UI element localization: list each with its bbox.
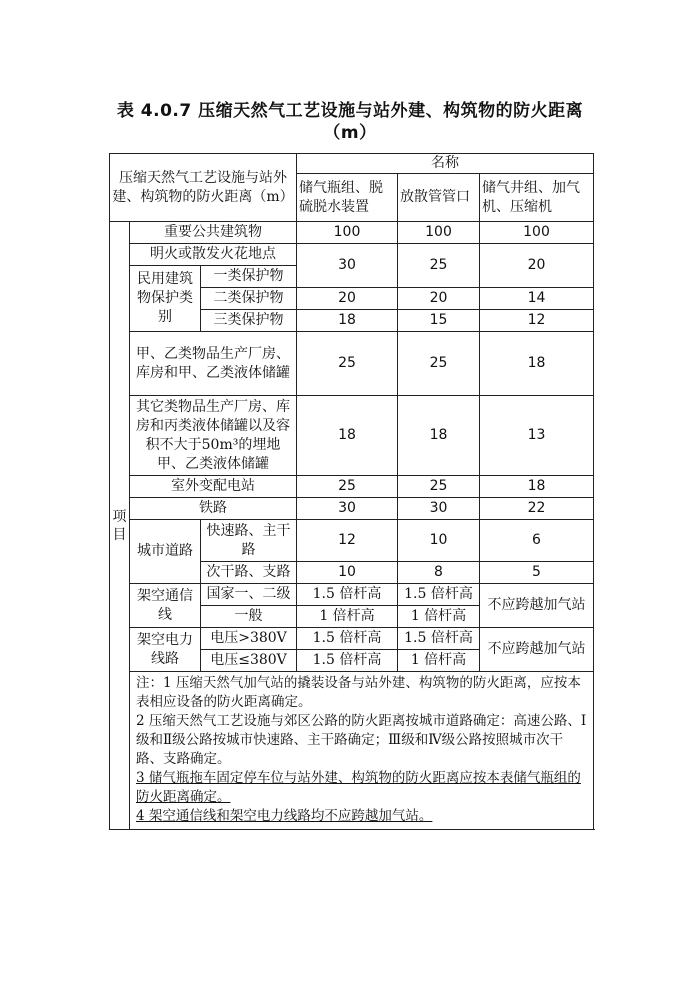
row-label-important-public: 重要公共建筑物: [130, 222, 297, 244]
cell-value: 25: [398, 332, 480, 396]
cell-value: 12: [480, 310, 594, 332]
cell-value: 25: [297, 476, 398, 498]
row-group-civil: 民用建筑物保护类别: [130, 266, 201, 332]
cell-value: 1 倍杆高: [297, 606, 398, 628]
cell-value: 25: [297, 332, 398, 396]
cell-value: 30: [398, 498, 480, 520]
note-1: 注：1 压缩天然气加气站的撬装设备与站外建、构筑物的防火距离，应按本表相应设备的防火距离确定。: [136, 675, 581, 710]
row-label-comm-general: 一般: [201, 606, 297, 628]
cell-value: 5: [480, 562, 594, 584]
row-label-railway: 铁路: [130, 498, 297, 520]
cell-value: 10: [398, 520, 480, 562]
note-3: 3 储气瓶拖车固定停车位与站外建、构筑物的防火距离应按本表储气瓶组的防火距离确定。: [136, 770, 581, 805]
fire-distance-table: [109, 153, 594, 830]
title-line-1: 表 4.0.7 压缩天然气工艺设施与站外建、构筑物的防火距离: [116, 101, 584, 121]
cell-value: 1.5 倍杆高: [297, 628, 398, 650]
cell-value: 12: [297, 520, 398, 562]
title-line-2: （m）: [323, 123, 377, 143]
col-header-bottle-group: 储气瓶组、脱硫脱水装置: [297, 174, 398, 222]
row-label-substation: 室外变配电站: [130, 476, 297, 498]
row-label-comm-national: 国家一、二级: [201, 584, 297, 606]
cell-value: 14: [480, 288, 594, 310]
row-label-power-high: 电压>380V: [201, 628, 297, 650]
cell-value: 22: [480, 498, 594, 520]
cell-value: 18: [297, 396, 398, 476]
cell-value: 1 倍杆高: [398, 650, 480, 672]
row-group-comm: 架空通信线: [130, 584, 201, 628]
cell-value: 18: [480, 332, 594, 396]
cell-value: 18: [398, 396, 480, 476]
cell-value: 100: [297, 222, 398, 244]
row-label-expressway: 快速路、主干路: [201, 520, 297, 562]
table-title: [0, 100, 700, 144]
row-label-secondary: 次干路、支路: [201, 562, 297, 584]
cell-value: 1.5 倍杆高: [398, 628, 480, 650]
cell-value: 15: [398, 310, 480, 332]
row-label-jia-yi: 甲、乙类物品生产厂房、库房和甲、乙类液体储罐: [130, 332, 297, 396]
cell-value: 10: [297, 562, 398, 584]
cell-value: 1.5 倍杆高: [297, 584, 398, 606]
table-notes: [130, 672, 594, 830]
name-header: 名称: [297, 154, 594, 174]
cell-value: 8: [398, 562, 480, 584]
row-label-power-low: 电压≤380V: [201, 650, 297, 672]
cell-value: 不应跨越加气站: [480, 628, 594, 672]
cell-value: 20: [480, 244, 594, 288]
note-2: 2 压缩天然气工艺设施与郊区公路的防火距离按城市道路确定：高速公路、Ⅰ级和Ⅱ级公路按城市快速路、主干路确定；Ⅲ级和Ⅳ级公路按照城市次干路、支路确定。: [136, 713, 587, 767]
col-header-well-group: 储气井组、加气机、压缩机: [480, 174, 594, 222]
row-label-class3: 三类保护物: [201, 310, 297, 332]
row-group-city-road: 城市道路: [130, 520, 201, 584]
cell-value: 100: [480, 222, 594, 244]
cell-value: 25: [398, 244, 480, 288]
cell-value: 不应跨越加气站: [480, 584, 594, 628]
row-label-open-fire: 明火或散发火花地点: [130, 244, 297, 266]
cell-value: 20: [297, 288, 398, 310]
row-label-class2: 二类保护物: [201, 288, 297, 310]
cell-value: 1.5 倍杆高: [297, 650, 398, 672]
cell-value: 6: [480, 520, 594, 562]
cell-value: 13: [480, 396, 594, 476]
cell-value: 1 倍杆高: [398, 606, 480, 628]
cell-value: 25: [398, 476, 480, 498]
row-group-label: 项目: [110, 222, 130, 830]
cell-value: 100: [398, 222, 480, 244]
note-4: 4 架空通信线和架空电力线路均不应跨越加气站。: [136, 808, 433, 824]
row-label-class1: 一类保护物: [201, 266, 297, 288]
row-label-other: 其它类物品生产厂房、库房和丙类液体储罐以及容积不大于50m³的埋地甲、乙类液体储罐: [130, 396, 297, 476]
cell-value: 30: [297, 498, 398, 520]
cell-value: 1.5 倍杆高: [398, 584, 480, 606]
cell-value: 30: [297, 244, 398, 288]
cell-value: 20: [398, 288, 480, 310]
col-header-vent-pipe: 放散管管口: [398, 174, 480, 222]
cell-value: 18: [480, 476, 594, 498]
cell-value: 18: [297, 310, 398, 332]
row-group-power: 架空电力线路: [130, 628, 201, 672]
corner-header: 压缩天然气工艺设施与站外建、构筑物的防火距离（m）: [110, 154, 297, 222]
